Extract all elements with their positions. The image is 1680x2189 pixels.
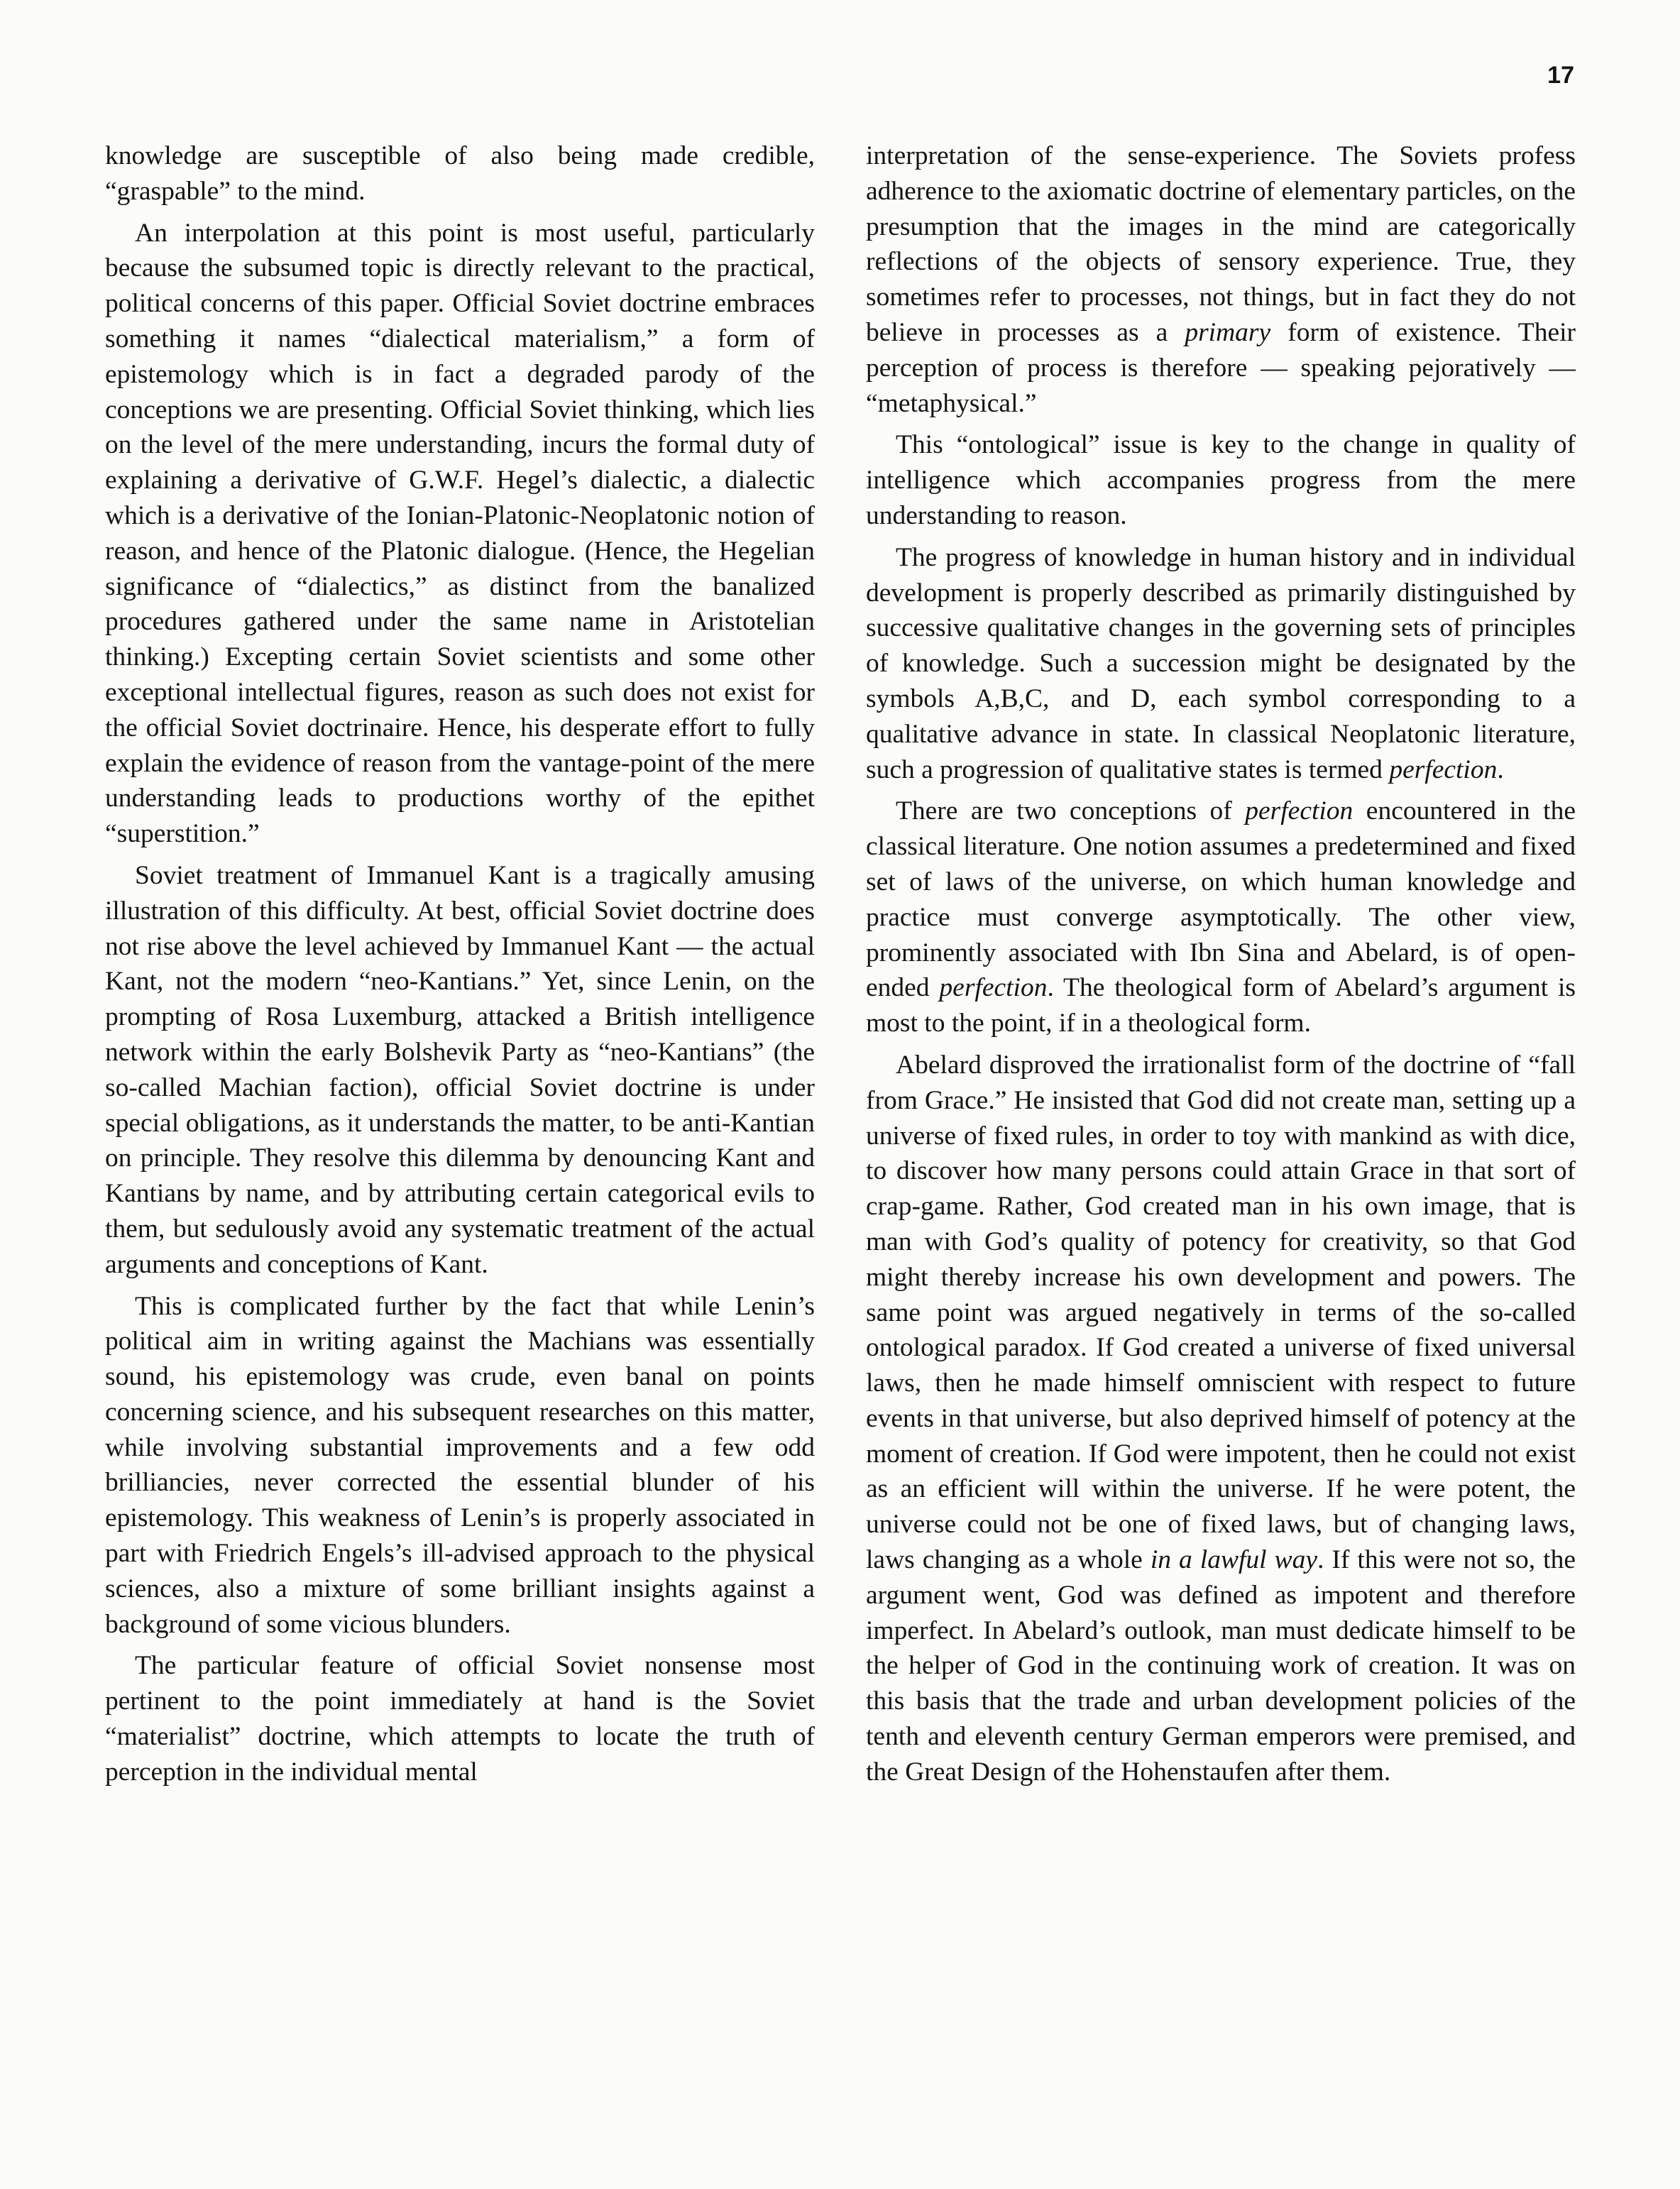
text-run: An interpolation at this point is most useful, particularly because the subsumed topic is directly relevant to the practical, political concerns of this paper. Official Soviet doctrine embraces something it names “dialectical materialism,” a form of epistemology which is in fact a degraded parody of the conceptions we are presenting. Official Soviet thinking, which lies on the level of the mere understanding, incurs the formal duty of explaining a derivative of G.W.F. Hegel’s dialectic, a dialectic which is a derivative of the Ionian-Platonic-Neoplatonic notion of reason, and hence of the Platonic dialogue. (Hence, the Hegelian significance of “dialectics,” as distinct from the banalized procedures gathered under the same name in Aristotelian thinking.) Excepting certain Soviet scientists and some other exceptional intellectual figures, reason as such does not exist for the official Soviet doctrinaire. Hence, his desperate effort to fully explain the evidence of reason from the vantage-point of the mere understanding leads to productions worthy of the epithet “superstition.” [105,218,815,849]
emphasis-text: perfection [1389,755,1498,784]
text-run: Abelard disproved the irrationalist form of the doctrine of “fall from Grace.” He insisted that God did not create man, setting up a universe of fixed rules, in order to toy with mankind as with dice, to discover how many persons could attain Grace in that sort of crap-game. Rather, God created man in his own image, that is man with God’s quality of potency for creativity, so that God might thereby increase his own development and powers. The same point was argued negatively in terms of the so-called ontological paradox. If God created a universe of fixed universal laws, then he made himself omniscient with respect to future events in that universe, but also deprived himself of potency at the moment of creation. If God were impotent, then he could not exist as an efficient will within the universe. If he were potent, the universe could not be one of fixed laws, but of changing laws, laws changing as a whole [866,1050,1576,1575]
paragraph [105,858,815,1283]
text-run: . The theological form of Abelard’s argument is most to the point, if in a theological form. [866,973,1576,1038]
paragraph [866,138,1576,421]
paragraph [105,138,815,209]
text-run: interpretation of the sense-experience. The Soviets profess adherence to the axiomatic doctrine of elementary particles, on the presumption that the images in the mind are categorically reflections of the objects of sensory experience. True, they sometimes refer to processes, not things, but in fact they do not believe in processes as a [866,141,1576,347]
emphasis-text: perfection [939,973,1048,1003]
text-run: knowledge are susceptible of also being made credible, “graspable” to the mind. [105,141,815,206]
emphasis-text: primary [1185,317,1271,347]
paragraph [866,1048,1576,1790]
text-run: The progress of knowledge in human history and in individual development is properly described as primarily distinguished by successive qualitative changes in the governing sets of principles of knowledge. Such a succession might be designated by the symbols A,B,C, and D, each symbol corresponding to a qualitative advance in state. In classical Neoplatonic literature, such a progression of qualitative states is termed [866,542,1576,784]
emphasis-text: in a lawful way [1150,1545,1318,1575]
text-run: The particular feature of official Soviet nonsense most pertinent to the point immediately at hand is the Soviet “materialist” doctrine, which attempts to locate the truth of perception in the individual mental [105,1651,815,1787]
paragraph [866,540,1576,788]
emphasis-text: perfection [1245,796,1354,826]
paragraph [866,427,1576,533]
page-number: 17 [1547,62,1574,89]
text-run: form of existence. Their perception of process is therefore — speaking pejoratively — “metaphysical.” [866,317,1576,418]
text-run: Soviet treatment of Immanuel Kant is a tragically amusing illustration of this difficulty. At best, official Soviet doctrine does not rise above the level achieved by Immanuel Kant — the actual Kant, not the modern “neo-Kantians.” Yet, since Lenin, on the prompting of Rosa Luxemburg, attacked a British intelligence network within the early Bolshevik Party as “neo-Kantians” (the so-called Machian faction), official Soviet doctrine is under special obligations, as it understands the matter, to be anti-Kantian on principle. They resolve this dilemma by denouncing Kant and Kantians by name, and by attributing certain categorical evils to them, but sedulously avoid any systematic treatment of the actual arguments and conceptions of Kant. [105,860,815,1279]
paragraph [866,794,1576,1041]
text-run: This “ontological” issue is key to the change in quality of intelligence which accompanies progress from the mere understanding to reason. [866,430,1576,530]
text-run: encountered in the classical literature. One notion assumes a predetermined and fixed set of laws of the universe, on which human knowledge and practice must converge asymptotically. The other view, prominently associated with Ibn Sina and Abelard, is of open-ended [866,796,1576,1003]
text-run: This is complicated further by the fact that while Lenin’s political aim in writing against the Machians was essentially sound, his epistemology was crude, even banal on points concerning science, and his subsequent researches on this matter, while involving substantial improvements and a few odd brilliancies, never corrected the essential blunder of his epistemology. This weakness of Lenin’s is properly associated in part with Friedrich Engels’s ill-advised approach to the physical sciences, also a mixture of some brilliant insights against a background of some vicious blunders. [105,1291,815,1639]
text-run: . If this were not so, the argument went, God was defined as impotent and therefore imperfect. In Abelard’s outlook, man must dedicate himself to be the helper of God in the continuing work of creation. It was on this basis that the trade and urban development policies of the tenth and eleventh century German emperors were premised, and the Great Design of the Hohenstaufen after them. [866,1545,1576,1787]
paragraph [105,216,815,852]
text-run: There are two conceptions of [896,796,1246,826]
left-column [105,138,815,1796]
paragraph [105,1289,815,1642]
paragraph [105,1648,815,1789]
text-run: . [1497,755,1504,784]
right-column [866,138,1576,1796]
